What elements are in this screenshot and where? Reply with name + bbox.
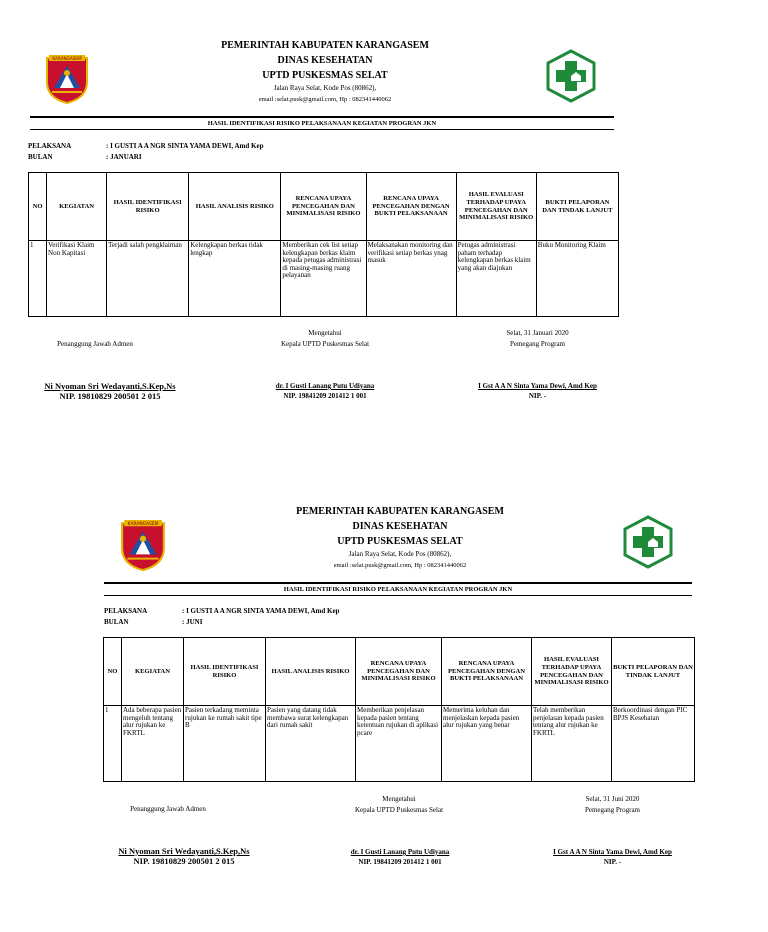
pj-title: Penanggung Jawab Admen (130, 805, 206, 813)
pemegang-title: Pemegang Program (584, 805, 640, 814)
pemegang-nip: NIP. - (603, 858, 622, 866)
col-header: RENCANA UPAYA PENCEGAHAN DENGAN BUKTI PELAKSANAAN (442, 638, 532, 706)
cell-analisis: Pasien yang datang tidak membawa surat kelengkapan dari rumah sakit (266, 706, 356, 782)
sig-kepala-block (240, 328, 410, 349)
col-header: RENCANA UPAYA PENCEGAHAN DENGAN BUKTI PELAKSANAAN (366, 173, 456, 241)
pemegang-nip: NIP. - (528, 392, 547, 400)
bulan-value: : JANUARI (106, 153, 142, 161)
karangasem-crest-logo (119, 516, 167, 572)
pj-nip: NIP. 19810829 200501 2 015 (59, 391, 161, 401)
risk-table (28, 172, 619, 317)
cell-kegiatan: Verifikasi Klaim Non Kapitasi (47, 241, 107, 317)
col-header: KEGIATAN (47, 173, 107, 241)
cell-identifikasi: Pasien terkadang meminta rujukan ke rumah sakit tipe B (184, 706, 266, 782)
cell-identifikasi: Terjadi salah pengklaiman (107, 241, 189, 317)
pelaksana-value: : I GUSTI A A NGR SINTA YAMA DEWI, Amd Kep (182, 607, 340, 615)
contact: email :selat.pusk@gmail.com, Hp : 082341440062 (333, 562, 467, 569)
cell-pelaporan: Berkoordinasi dengan PIC BPJS Kesehatan (612, 706, 695, 782)
contact: email :selat.pusk@gmail.com, Hp : 082341440062 (258, 96, 392, 103)
col-header: HASIL ANALISIS RISIKO (266, 638, 356, 706)
pj-title: Penanggung Jawab Admen (57, 340, 133, 348)
title-rule (30, 129, 614, 130)
header-rule (30, 116, 614, 118)
health-cross-logo (544, 49, 598, 103)
gov-name: PEMERINTAH KABUPATEN KARANGASEM (221, 40, 429, 51)
address: Jalan Raya Selat, Kode Pos (80862), (348, 550, 452, 558)
pj-signatory (94, 846, 274, 866)
kepala-title: Kepala UPTD Puskesmas Selat (280, 339, 370, 348)
table-row (29, 241, 619, 317)
table-row (104, 706, 695, 782)
signature-date: Selat, 31 Juni 2020 (585, 795, 640, 803)
pelaksana-value: : I GUSTI A A NGR SINTA YAMA DEWI, Amd Kep (106, 142, 264, 150)
kepala-signatory (310, 847, 490, 867)
health-cross-logo (621, 515, 675, 569)
bulan-label: BULAN (104, 618, 129, 626)
unit-name: UPTD PUSKESMAS SELAT (337, 536, 463, 547)
kepala-title: Kepala UPTD Puskesmas Selat (354, 805, 444, 814)
letterhead (250, 504, 550, 571)
report-meta (28, 141, 428, 163)
mengetahui-label: Mengetahui (308, 329, 342, 337)
pemegang-signatory (525, 847, 700, 867)
col-header: HASIL EVALUASI TERHADAP UPAYA PENCEGAHAN DAN MINIMALISASI RISIKO (532, 638, 612, 706)
cell-rencana-minimalisasi: Memberikan cek list setiap kelengkapan berkas klaim kepada petugas administrasi di masing-masing ruang pelayanan (281, 241, 366, 317)
pj-nip: NIP. 19810829 200501 2 015 (133, 856, 235, 866)
kepala-name: dr. I Gusti Lanang Putu Udiyana (350, 848, 450, 856)
kepala-signatory (235, 381, 415, 401)
cell-rencana-bukti: Melaksanakan monitoring dan verifikasi setiap berkas ynag masuk (366, 241, 456, 317)
agency-name: DINAS KESEHATAN (277, 55, 373, 66)
cell-evaluasi: Petugas administrasi paham terhadap kelengkapan berkas klaim yang akan diajukan (456, 241, 536, 317)
pj-name: Ni Nyoman Sri Wedayanti,S.Kep,Ns (118, 846, 250, 856)
sig-pemegang-block (455, 328, 620, 349)
header-rule (104, 582, 692, 584)
pemegang-name: I Gst A A N Sinta Yama Dewi, Amd Kep (553, 848, 672, 856)
letterhead (180, 38, 470, 105)
signature-date: Selat, 31 Januari 2020 (506, 329, 569, 337)
sig-pj-block (93, 804, 243, 815)
report-page-june (0, 466, 768, 932)
cell-rencana-minimalisasi: Memberikan penjelasan kepada pasien tentang ketentuan rujukan di aplikasi pcare (356, 706, 442, 782)
cell-evaluasi: Telah memberikan penjelasan kepada pasien tentang alur rujukan ke FKRTL (532, 706, 612, 782)
col-header: HASIL ANALISIS RISIKO (189, 173, 281, 241)
pemegang-signatory (450, 381, 625, 401)
kepala-nip: NIP. 19841209 201412 1 001 (283, 392, 367, 400)
report-title: HASIL IDENTIFIKASI RISIKO PELAKSANAAN KEGIATAN PROGRAN JKN (207, 120, 437, 127)
bulan-label: BULAN (28, 153, 53, 161)
unit-name: UPTD PUSKESMAS SELAT (262, 70, 388, 81)
address: Jalan Raya Selat, Kode Pos (80862), (273, 84, 377, 92)
pemegang-name: I Gst A A N Sinta Yama Dewi, Amd Kep (478, 382, 597, 390)
col-header: RENCANA UPAYA PENCEGAHAN DAN MINIMALISASI RISIKO (356, 638, 442, 706)
report-meta (104, 606, 504, 628)
cell-kegiatan: Ada beberapa pasien mengeluh tentang alur rujukan ke FKRTL (122, 706, 184, 782)
crest-label: KARANGASEM (52, 56, 82, 61)
cell-rencana-bukti: Memerima keluhan dan menjelaskan kepada pasien alur rujukan yang benar (442, 706, 532, 782)
risk-table (103, 637, 695, 782)
kepala-nip: NIP. 19841209 201412 1 001 (358, 858, 442, 866)
sig-pj-block (20, 339, 170, 350)
pelaksana-label: PELAKSANA (28, 142, 72, 150)
gov-name: PEMERINTAH KABUPATEN KARANGASEM (296, 506, 504, 517)
cell-pelaporan: Buku Monitoring Klaim (536, 241, 618, 317)
col-header: BUKTI PELAPORAN DAN TINDAK LANJUT (612, 638, 695, 706)
mengetahui-label: Mengetahui (382, 795, 416, 803)
col-header: BUKTI PELAPORAN DAN TINDAK LANJUT (536, 173, 618, 241)
col-header: RENCANA UPAYA PENCEGAHAN DAN MINIMALISASI RISIKO (281, 173, 366, 241)
sig-pemegang-block (530, 794, 695, 815)
pj-signatory (20, 381, 200, 401)
report-title: HASIL IDENTIFIKASI RISIKO PELAKSANAAN KEGIATAN PROGRAN JKN (283, 586, 513, 593)
crest-label: KARANGASEM (127, 522, 159, 528)
kepala-name: dr. I Gusti Lanang Putu Udiyana (275, 382, 375, 390)
col-header: KEGIATAN (122, 638, 184, 706)
bulan-value: : JUNI (182, 618, 203, 626)
cell-no: 1 (29, 241, 47, 317)
col-header: HASIL EVALUASI TERHADAP UPAYA PENCEGAHAN DAN MINIMALISASI RISIKO (456, 173, 536, 241)
col-header: NO (104, 638, 122, 706)
col-header: HASIL IDENTIFIKASI RISIKO (107, 173, 189, 241)
agency-name: DINAS KESEHATAN (352, 521, 448, 532)
cell-no: 1 (104, 706, 122, 782)
pj-name: Ni Nyoman Sri Wedayanti,S.Kep,Ns (44, 381, 176, 391)
title-rule (104, 595, 692, 596)
pelaksana-label: PELAKSANA (104, 607, 148, 615)
cell-analisis: Kelengkapan berkas tidak lengkap (189, 241, 281, 317)
col-header: NO (29, 173, 47, 241)
col-header: HASIL IDENTIFIKASI RISIKO (184, 638, 266, 706)
sig-kepala-block (314, 794, 484, 815)
karangasem-crest-logo (44, 52, 90, 104)
pemegang-title: Pemegang Program (509, 339, 565, 348)
